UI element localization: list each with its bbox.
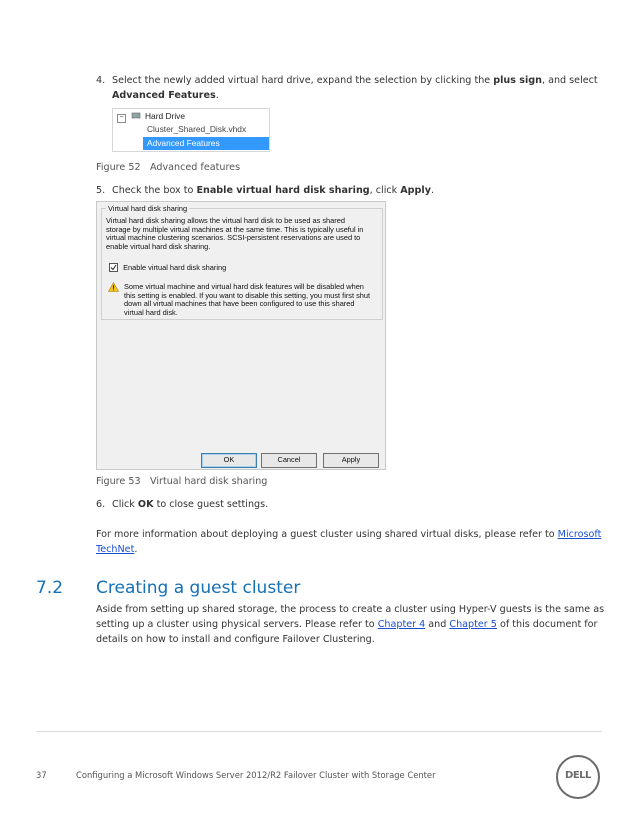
figure-53-caption bbox=[96, 476, 268, 487]
microsoft-technet-link[interactable]: Microsoft bbox=[557, 529, 602, 540]
hardware-tree bbox=[112, 108, 270, 152]
warning-text: Some virtual machine and virtual hard disk features will be disabled when this setting is enabled. If you want to disable this setting, you must first shut down all virtual machines that have been configured to use this shared virtual hard disk. bbox=[124, 282, 371, 317]
section-title: Creating a guest cluster bbox=[96, 578, 301, 598]
step-bold: Enable virtual hard disk sharing bbox=[196, 185, 370, 196]
microsoft-technet-link[interactable]: TechNet bbox=[96, 544, 135, 555]
caption-label: Figure 52 bbox=[96, 162, 141, 173]
paragraph-text: details on how to install and configure Failover Clustering. bbox=[96, 634, 375, 645]
hard-drive-icon bbox=[131, 110, 141, 123]
paragraph-text: setting up a cluster using physical servers. Please refer to bbox=[96, 619, 378, 630]
caption-text: Virtual hard disk sharing bbox=[150, 476, 268, 487]
step-6 bbox=[96, 497, 606, 512]
caption-text: Advanced features bbox=[150, 162, 241, 173]
checkbox-label: Enable virtual hard disk sharing bbox=[123, 262, 227, 272]
vhd-sharing-dialog bbox=[96, 201, 386, 470]
step-text: Select the newly added virtual hard drive, expand the selection by clicking the bbox=[112, 75, 494, 86]
sharing-description: Virtual hard disk sharing allows the virtual hard disk to be used as shared storage by multiple virtual machines at the same time. This is typically useful in virtual machine clustering scenarios. SCSI-persistent reservations are used to enable virtual hard disk sharing. bbox=[106, 216, 364, 251]
section-number: 7.2 bbox=[36, 578, 64, 598]
tree-item-vhdx[interactable]: Cluster_Shared_Disk.vhdx bbox=[147, 124, 247, 134]
step-text: , click bbox=[369, 185, 401, 196]
dell-logo-text: DELL bbox=[565, 770, 591, 781]
enable-sharing-checkbox[interactable] bbox=[109, 263, 118, 272]
step-bold: Apply bbox=[400, 185, 431, 196]
caption-label: Figure 53 bbox=[96, 476, 141, 487]
chapter-5-link[interactable]: Chapter 5 bbox=[449, 619, 497, 630]
step-4 bbox=[96, 73, 606, 103]
apply-button[interactable]: Apply bbox=[323, 453, 379, 468]
sharing-groupbox bbox=[101, 204, 383, 320]
warning-icon bbox=[108, 282, 119, 294]
footer-doc-title: Configuring a Microsoft Windows Server 2012/R2 Failover Cluster with Storage Center bbox=[76, 770, 436, 780]
paragraph-text: For more information about deploying a guest cluster using shared virtual disks, please refer to bbox=[96, 529, 558, 540]
page-number: 37 bbox=[36, 770, 47, 780]
cancel-button[interactable]: Cancel bbox=[261, 453, 317, 468]
step-number: 4. bbox=[96, 75, 106, 86]
ok-button[interactable]: OK bbox=[201, 453, 257, 468]
chapter-4-link[interactable]: Chapter 4 bbox=[377, 619, 426, 630]
tree-expander-icon[interactable]: − bbox=[117, 110, 126, 123]
paragraph-text: of this document for bbox=[496, 619, 598, 630]
step-text: to close guest settings. bbox=[153, 499, 269, 510]
step-text: Check the box to bbox=[112, 185, 197, 196]
tree-item-hard-drive[interactable]: Hard Drive bbox=[145, 111, 186, 121]
step-bold: Advanced Features bbox=[112, 90, 216, 101]
paragraph-text: . bbox=[134, 544, 138, 555]
step-bold: plus sign bbox=[493, 75, 542, 86]
paragraph-text: Aside from setting up shared storage, the process to create a cluster using Hyper-V guests is the same as bbox=[96, 604, 605, 615]
step-text: , and select bbox=[541, 75, 598, 86]
step-text: . bbox=[430, 185, 435, 196]
step-number: 5. bbox=[96, 185, 106, 196]
footer-divider bbox=[36, 731, 602, 732]
more-info-paragraph bbox=[96, 527, 606, 557]
check-icon bbox=[110, 264, 117, 271]
step-text: . bbox=[215, 90, 219, 101]
paragraph-text: and bbox=[425, 619, 450, 630]
dell-logo bbox=[556, 755, 600, 799]
step-5 bbox=[96, 183, 606, 198]
tree-item-advanced-features[interactable]: Advanced Features bbox=[143, 137, 269, 150]
enable-sharing-checkbox-row[interactable] bbox=[109, 262, 226, 272]
figure-52-caption bbox=[96, 162, 241, 173]
step-text: Click bbox=[112, 499, 138, 510]
step-bold: OK bbox=[137, 499, 154, 510]
step-number: 6. bbox=[96, 499, 106, 510]
section-paragraph bbox=[96, 602, 616, 647]
groupbox-title: Virtual hard disk sharing bbox=[108, 204, 188, 213]
